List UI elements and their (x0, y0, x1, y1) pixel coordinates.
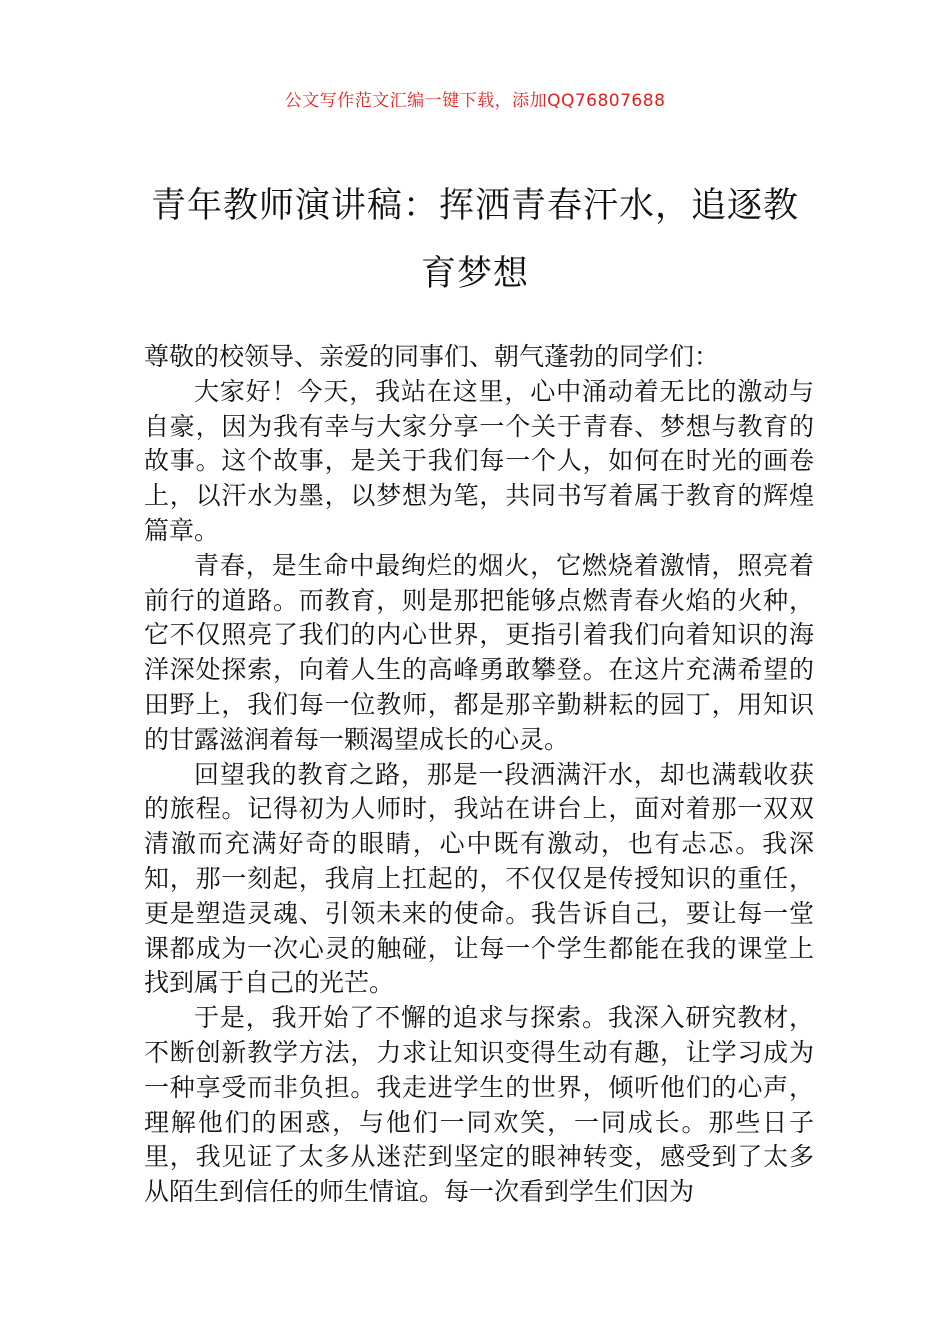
paragraph-2: 青春，是生命中最绚烂的烟火，它燃烧着激情，照亮着前行的道路。而教育，则是那把能够点燃青春火焰的火种，它不仅照亮了我们的内心世界，更指引着我们向着知识的海洋深处探索，向着人生的高峰勇敢攀登。在这片充满希望的田野上，我们每一位教师，都是那辛勤耕耘的园丁，用知识的甘露滋润着每一颗渴望成长的心灵。 (144, 550, 814, 754)
document-title: 青年教师演讲稿：挥洒青春汗水，追逐教育梦想 (150, 186, 799, 294)
paragraph-4: 于是，我开始了不懈的追求与探索。我深入研究教材，不断创新教学方法，力求让知识变得生动有趣，让学习成为一种享受而非负担。我走进学生的世界，倾听他们的心声，理解他们的困惑，与他们一同欢笑，一同成长。那些日子里，我见证了太多从迷茫到坚定的眼神转变，感受到了太多从陌生到信任的师生情谊。每一次看到学生们因为 (144, 1003, 814, 1207)
document-body (144, 340, 814, 1210)
paragraph-3: 回望我的教育之路，那是一段洒满汗水，却也满载收获的旅程。记得初为人师时，我站在讲台上，面对着那一双双清澈而充满好奇的眼睛，心中既有激动，也有忐忑。我深知，那一刻起，我肩上扛起的，不仅仅是传授知识的重任，更是塑造灵魂、引领未来的使命。我告诉自己，要让每一堂课都成为一次心灵的触碰，让每一个学生都能在我的课堂上找到属于自己的光芒。 (144, 759, 814, 998)
salutation: 尊敬的校领导、亲爱的同事们、朝气蓬勃的同学们： (144, 342, 720, 371)
paragraph-1: 大家好！今天，我站在这里，心中涌动着无比的激动与自豪，因为我有幸与大家分享一个关于青春、梦想与教育的故事。这个故事，是关于我们每一个人，如何在时光的画卷上，以汗水为墨，以梦想为笔，共同书写着属于教育的辉煌篇章。 (144, 376, 814, 545)
download-banner: 公文写作范文汇编一键下载，添加QQ76807688 (284, 91, 666, 111)
